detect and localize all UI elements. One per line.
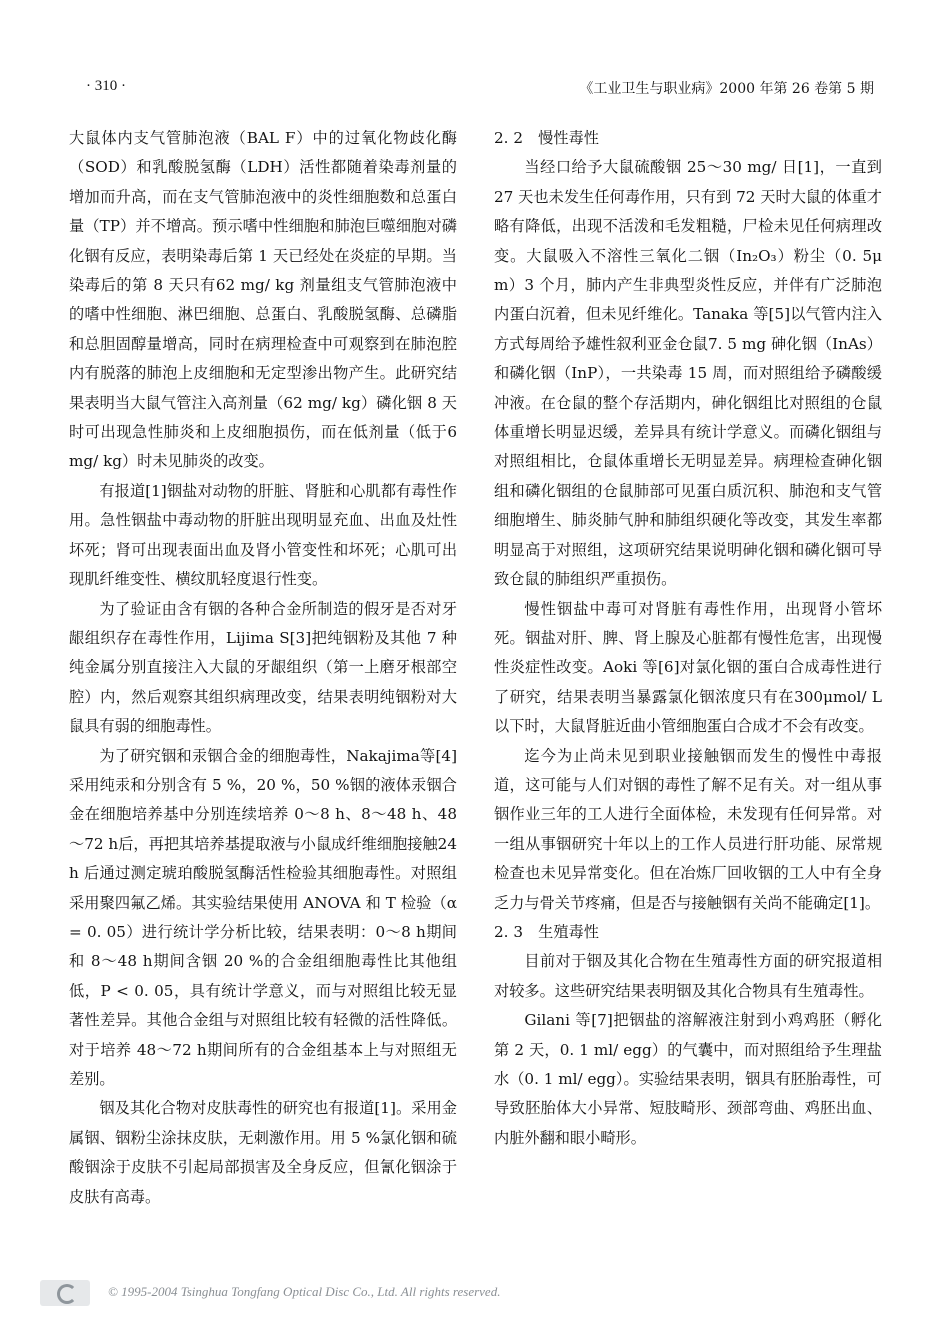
section-heading: 2. 2 慢性毒性 <box>494 129 599 147</box>
paragraph: 目前对于铟及其化合物在生殖毒性方面的研究报道相对较多。这些研究结果表明铟及其化合物具有生殖毒性。 <box>494 952 882 1000</box>
journal-title: 《工业卫生与职业病》2000 年第 26 卷第 5 期 <box>579 81 874 97</box>
left-column <box>69 124 462 1212</box>
paragraph: 为了研究铟和汞铟合金的细胞毒性，Nakajima等[4]采用纯汞和分别含有 5 %，20 %，50 %铟的液体汞铟合金在细胞培养基中分别连续培养 0～8 h、8～48 h、48～72 h后，再把其培养基提取液与小鼠成纤维细胞接触24 h 后通过测定琥珀酸脱氢酶活性检验其细胞毒性。对照组采用聚四氟乙烯。其实验结果使用 ANOVA 和 T 检验（α = 0. 05）进行统计学分析比较，结果表明：0～8 h期间和 8～48 h期间含铟 20 %的合金组细胞毒性比其他组低，P < 0. 05，具有统计学意义，而与对照组比较无显著性差异。其他合金组与对照组比较有轻微的活性降低。对于培养 48～72 h期间所有的合金组基本上与对照组无差别。 <box>69 746 462 1088</box>
paragraph: 大鼠体内支气管肺泡液（BAL F）中的过氧化物歧化酶（SOD）和乳酸脱氢酶（LDH）活性都随着染毒剂量的增加而升高，而在支气管肺泡液中的炎性细胞数和总蛋白量（TP）并不增高。预示嗜中性细胞和肺泡巨噬细胞对磷化铟有反应，表明染毒后第 1 天已经处在炎症的早期。当染毒后的第 8 天只有62 mg/ kg 剂量组支气管肺泡液中的嗜中性细胞、淋巴细胞、总蛋白、乳酸脱氢酶、总磷脂和总胆固醇量增高，同时在病理检查中可观察到在肺泡腔内有脱落的肺泡上皮细胞和无定型渗出物产生。此研究结果表明当大鼠气管注入高剂量（62 mg/ kg）磷化铟 8 天时可出现急性肺炎和上皮细胞损伤，而在低剂量（低于6 mg/ kg）时未见肺炎的改变。 <box>69 129 462 471</box>
paragraph: 铟及其化合物对皮肤毒性的研究也有报道[1]。采用金属铟、铟粉尘涂抹皮肤，无刺激作用。用 5 %氯化铟和硫酸铟涂于皮肤不引起局部损害及全身反应，但氰化铟涂于皮肤有高毒。 <box>69 1099 457 1206</box>
right-column <box>494 124 887 1153</box>
running-header <box>0 78 950 100</box>
paragraph: 迄今为止尚未见到职业接触铟而发生的慢性中毒报道，这可能与人们对铟的毒性了解不足有关。对一组从事铟作业三年的工人进行全面体检，未发现有任何异常。对一组从事铟研究十年以上的工作人员进行肝功能、尿常规检查也未见异常变化。但在冶炼厂回收铟的工人中有全身乏力与骨关节疼痛，但是否与接触铟有关尚不能确定[1]。 <box>494 746 882 912</box>
paragraph: 慢性铟盐中毒可对肾脏有毒性作用，出现肾小管坏死。铟盐对肝、脾、肾上腺及心脏都有慢性危害，出现慢性炎症性改变。Aoki 等[6]对氯化铟的蛋白合成毒性进行了研究，结果表明当暴露氯化铟浓度只有在300μmol/ L以下时，大鼠肾脏近曲小管细胞蛋白合成才不会有改变。 <box>494 599 882 736</box>
footer <box>40 1276 920 1312</box>
paragraph: 当经口给予大鼠硫酸铟 25～30 mg/ 日[1]，一直到 27 天也未发生任何毒作用，只有到 72 天时大鼠的体重才略有降低，出现不活泼和毛发粗糙，尸检未见任何病理改变。大鼠吸入不溶性三氧化二铟（In₂O₃）粉尘（0. 5μm）3 个月，肺内产生非典型炎性反应，并伴有广泛肺泡内蛋白沉着，但未见纤维化。Tanaka 等[5]以气管内注入方式每周给予雄性叙利亚金仓鼠7. 5 mg 砷化铟（InAs）和磷化铟（InP），一共染毒 15 周，而对照组给予磷酸缓冲液。在仓鼠的整个存活期内，砷化铟组比对照组的仓鼠体重增长明显迟缓，差异具有统计学意义。而磷化铟组与对照组相比，仓鼠体重增长无明显差异。病理检查砷化铟组和磷化铟组的仓鼠肺部可见蛋白质沉积、肺泡和支气管细胞增生、肺炎肺气肿和肺组织硬化等改变，其发生率都明显高于对照组，这项研究结果说明砷化铟和磷化铟可导致仓鼠的肺组织严重损伤。 <box>494 158 887 589</box>
section-heading: 2. 3 生殖毒性 <box>494 922 599 941</box>
paragraph: 有报道[1]铟盐对动物的肝脏、肾脏和心肌都有毒性作用。急性铟盐中毒动物的肝脏出现明显充血、出血及灶性坏死；肾可出现表面出血及肾小管变性和坏死；心肌可出现肌纤维变性、横纹肌轻度退行性变。 <box>69 481 457 589</box>
page-number: · 310 · <box>86 78 126 94</box>
paragraph: 为了验证由含有铟的各种合金所制造的假牙是否对牙龈组织存在毒性作用，Lijima S[3]把纯铟粉及其他 7 种纯金属分别直接注入大鼠的牙龈组织（第一上磨牙根部空腔）内，然后观察其组织病理改变，结果表明纯铟粉对大鼠具有弱的细胞毒性。 <box>69 599 457 736</box>
paragraph: Gilani 等[7]把铟盐的溶解液注射到小鸡鸡胚（孵化第 2 天，0. 1 ml/ egg）的气囊中，而对照组给予生理盐水（0. 1 ml/ egg）。实验结果表明，铟具有胚胎毒性，可导致胚胎体大小异常、短肢畸形、颈部弯曲、鸡胚出血、内脏外翻和眼小畸形。 <box>494 1011 882 1147</box>
copyright-notice: © 1995-2004 Tsinghua Tongfang Optical Disc Co., Ltd. All rights reserved. <box>108 1284 501 1299</box>
publisher-logo-icon <box>40 1280 90 1306</box>
